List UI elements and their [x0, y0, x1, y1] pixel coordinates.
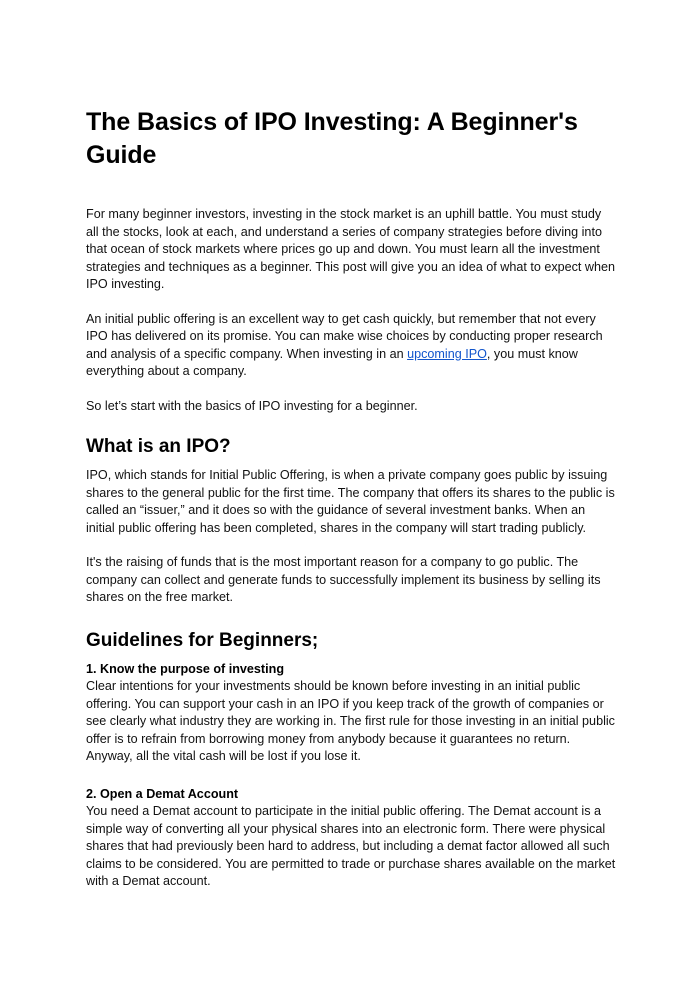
what-is-ipo-heading: What is an IPO?: [86, 436, 231, 457]
guideline-1-text: Clear intentions for your investments should be known before investing in an initial public offering. You can support your cash in an IPO if you keep track of the growth of companies or see clearly what industry they are working in. The first rule for those investing in an initial public offer is to refrain from borrowing money from anybody because it guarantees no return. Anyway, all the vital cash will be lost if you lose it.: [86, 679, 615, 763]
guideline-2-title: 2. Open a Demat Account: [86, 786, 239, 801]
guideline-section-1: [86, 661, 616, 766]
intro-paragraph-2: [86, 311, 616, 381]
intro-paragraph-3: So let’s start with the basics of IPO investing for a beginner.: [86, 398, 418, 413]
what-is-ipo-paragraph-1: IPO, which stands for Initial Public Offering, is when a private company goes public by issuing shares to the general public for the first time. The company that offers its shares to the public is called an “issuer,” and it does so with the guidance of several investment banks. When an initial public offering has been completed, shares in the company will start trading publicly.: [86, 468, 615, 535]
guidelines-heading: Guidelines for Beginners;: [86, 629, 319, 651]
what-is-ipo-paragraph-2: It's the raising of funds that is the most important reason for a company to go public. The company can collect and generate funds to successfully implement its business by selling its shares on the free market.: [86, 555, 601, 604]
intro-paragraph-1: For many beginner investors, investing in the stock market is an uphill battle. You must study all the stocks, look at each, and understand a series of company strategies before diving into that ocean of stock markets where prices go up and down. You must learn all the investment strategies and techniques as a beginner. This post will give you an idea of what to expect when IPO investing.: [86, 207, 616, 291]
guideline-1-title: 1. Know the purpose of investing: [86, 661, 285, 676]
upcoming-ipo-link[interactable]: upcoming IPO: [407, 346, 487, 361]
intro-paragraph-2-text-before: An initial public offering is an excellent way to get cash quickly, but remember that not every IPO has delivered on its promise. You can make wise choices by conducting proper research and analysis of a specific company. When investing in an: [86, 311, 603, 361]
guideline-section-2: [86, 786, 616, 891]
guideline-2-text: You need a Demat account to participate in the initial public offering. The Demat account is a simple way of converting all your physical shares into an electronic form. There were physical shares that had previously been hard to address, but including a demat factor allowed all such claims to be considered. You are permitted to trade or purchase shares available on the market with a Demat account.: [86, 804, 616, 888]
page-title: The Basics of IPO Investing: A Beginner's Guide: [86, 108, 578, 169]
intro-paragraph-2-text-after: , you must know everything about a company.: [86, 346, 578, 378]
